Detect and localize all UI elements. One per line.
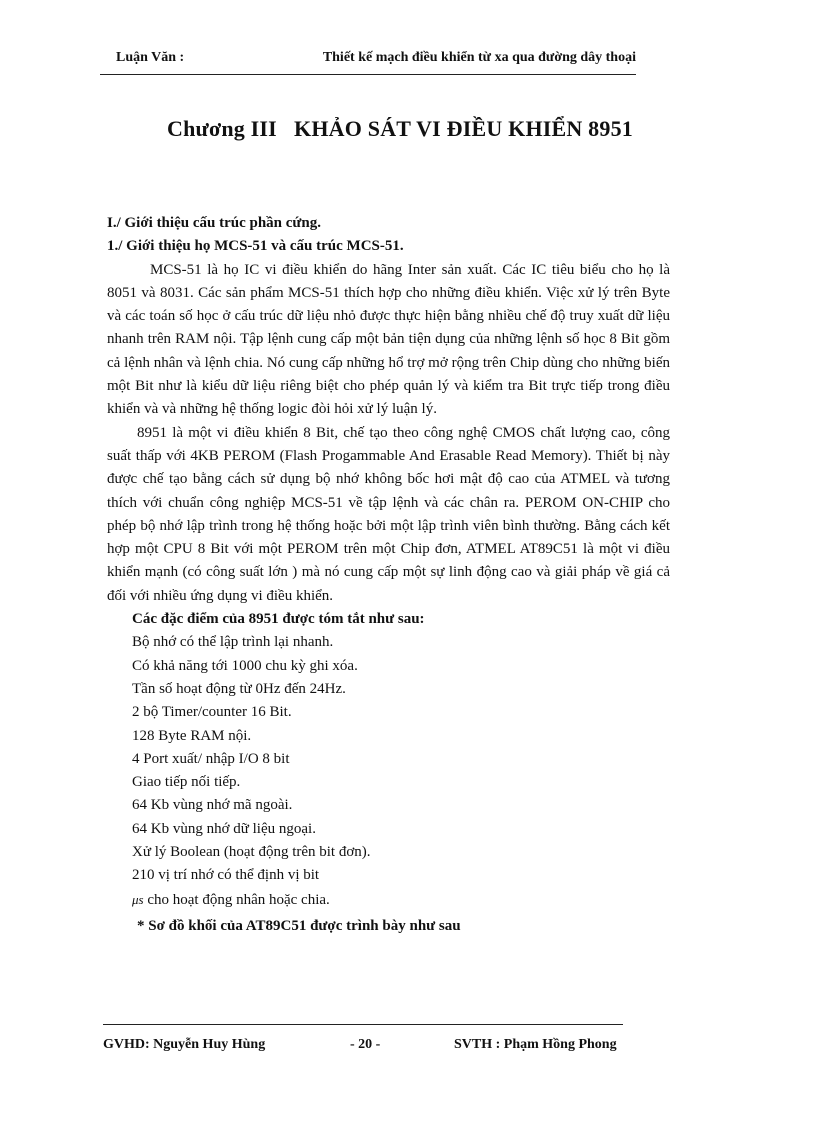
chapter-title: Chương III KHẢO SÁT VI ĐIỀU KHIỂN 8951: [167, 116, 633, 141]
footer-divider: [103, 1024, 623, 1025]
header-divider: [100, 74, 636, 75]
microsecond-symbol: μs: [132, 891, 144, 907]
header-left-label: Luận Văn :: [116, 50, 185, 65]
subsection-heading: 1./ Giới thiệu họ MCS-51 và cấu trúc MCS-51.: [107, 238, 404, 255]
list-item-text: cho hoạt động nhân hoặc chia.: [143, 891, 330, 908]
list-item: 64 Kb vùng nhớ dữ liệu ngoại.: [132, 820, 316, 837]
features-heading: Các đặc điểm của 8951 được tóm tắt như sau:: [132, 611, 425, 628]
page-footer: [103, 1037, 643, 1059]
header-thesis-title: Thiết kế mạch điều khiển từ xa qua đường dây thoại: [322, 50, 636, 65]
page-number: - 20 -: [350, 1037, 381, 1052]
main-content: [107, 212, 670, 938]
list-item: Bộ nhớ có thể lập trình lại nhanh.: [132, 634, 334, 651]
list-item: 128 Byte RAM nội.: [132, 727, 252, 744]
list-item: Xử lý Boolean (hoạt động trên bit đơn).: [132, 844, 371, 861]
list-item: Tần số hoạt động từ 0Hz đến 24Hz.: [132, 680, 346, 697]
footer-student: SVTH : Phạm Hồng Phong: [454, 1037, 617, 1052]
list-item: 4 Port xuất/ nhập I/O 8 bit: [132, 750, 290, 767]
list-item: 2 bộ Timer/counter 16 Bit.: [132, 704, 292, 721]
list-item: 210 vị trí nhớ có thể định vị bit: [132, 867, 320, 884]
list-item: Giao tiếp nối tiếp.: [132, 774, 241, 791]
block-diagram-note: * Sơ đồ khối của AT89C51 được trình bày như sau: [137, 917, 461, 934]
list-item: 64 Kb vùng nhớ mã ngoài.: [132, 797, 293, 814]
list-item: Có khả năng tới 1000 chu kỳ ghi xóa.: [132, 657, 358, 674]
list-item: [107, 888, 670, 912]
page-header: [100, 50, 636, 72]
paragraph-intro: MCS-51 là họ IC vi điều khiển do hãng Inter sản xuất. Các IC tiêu biểu cho họ là 8051 và 8031. Các sản phẩm MCS-51 thích hợp cho những điều khiển. Việc xử lý trên Byte và các toán số học ở cấu trúc dữ liệu nhỏ được thực hiện bằng nhiều chế độ truy xuất dữ liệu nhanh trên RAM nội. Tập lệnh cung cấp một bản tiện dụng của những lệnh số học 8 Bit gồm cả lệnh nhân và lệnh chia. Nó cung cấp những hổ trợ mở rộng trên Chip dùng cho những biến một Bit như là kiểu dữ liệu riêng biệt cho phép quản lý và kiểm tra Bit trực tiếp trong điều khiển và và những hệ thống logic đòi hỏi xử lý luận lý.: [107, 261, 670, 418]
features-list: [107, 631, 670, 912]
footer-advisor: GVHD: Nguyễn Huy Hùng: [103, 1037, 266, 1052]
paragraph-8951: 8951 là một vi điều khiển 8 Bit, chế tạo theo công nghệ CMOS chất lượng cao, công suất thấp với 4KB PEROM (Flash Progammable And Erasable Read Memory). Thiết bị này được chế tạo bằng cách sử dụng bộ nhớ không bốc hơi mật độ cao của ATMEL và tương thích với chuẩn công nghiệp MCS-51 về tập lệnh và các chân ra. PEROM ON-CHIP cho phép bộ nhớ lập trình trong hệ thống hoặc bởi một lập trình viên bình thường. Bằng cách kết hợp một CPU 8 Bit với một PEROM trên một Chip đơn, ATMEL AT89C51 là một vi điều khiển mạnh (có công suất lớn ) mà nó cung cấp một sự linh động cao và giải pháp về giá cả đối với nhiều ứng dụng vi điều khiển.: [107, 424, 670, 604]
section-heading: I./ Giới thiệu cấu trúc phần cứng.: [107, 215, 321, 231]
